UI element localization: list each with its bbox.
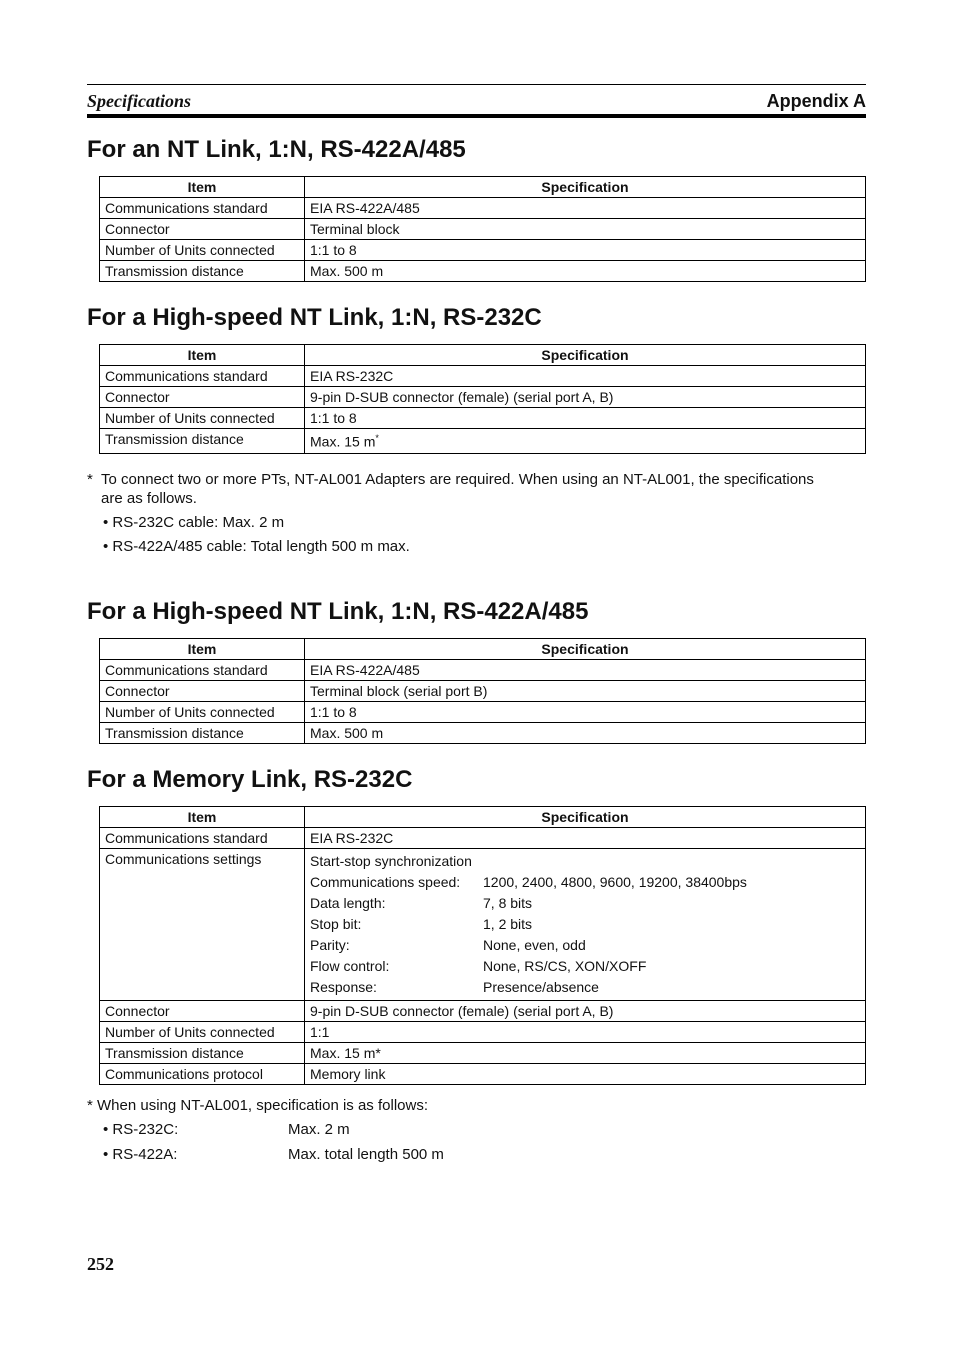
cell-spec: EIA RS-232C xyxy=(305,366,866,387)
table-header-row xyxy=(100,177,866,198)
footnote-marker: * xyxy=(375,433,379,444)
footnote-bullet: • RS-422A/485 cable: Total length 500 m max. xyxy=(103,538,410,555)
settings-value: 7, 8 bits xyxy=(483,895,533,911)
settings-value: Presence/absence xyxy=(483,979,599,995)
cell-item: Number of Units connected xyxy=(100,408,305,429)
spec-table-hs-nt-link-422 xyxy=(99,638,866,744)
cell-spec: 1:1 xyxy=(305,1022,866,1043)
table-row xyxy=(100,849,866,1001)
table-header-row xyxy=(100,807,866,828)
settings-label: Flow control: xyxy=(310,958,390,974)
cell-spec: Max. 500 m xyxy=(305,723,866,744)
cell-item: Communications settings xyxy=(100,849,305,1001)
cell-spec: Max. 500 m xyxy=(305,261,866,282)
cell-spec: EIA RS-422A/485 xyxy=(305,660,866,681)
settings-row xyxy=(310,893,860,914)
footnote-bullet-label: • RS-422A: xyxy=(103,1146,178,1163)
table-row xyxy=(100,408,866,429)
settings-value: None, RS/CS, XON/XOFF xyxy=(483,958,647,974)
footnote-bullet-value: Max. total length 500 m xyxy=(288,1146,444,1163)
cell-spec: 9-pin D-SUB connector (female) (serial port A, B) xyxy=(305,1001,866,1022)
cell-item: Transmission distance xyxy=(100,429,305,454)
settings-label: Parity: xyxy=(310,937,350,953)
settings-row xyxy=(310,872,860,893)
cell-item: Number of Units connected xyxy=(100,240,305,261)
cell-item: Communications standard xyxy=(100,660,305,681)
cell-spec-text: Max. 15 m xyxy=(310,434,376,450)
table-row xyxy=(100,660,866,681)
cell-spec: 1:1 to 8 xyxy=(305,408,866,429)
cell-item: Connector xyxy=(100,387,305,408)
cell-spec: EIA RS-232C xyxy=(305,828,866,849)
spec-table-hs-nt-link-232 xyxy=(99,344,866,454)
table-row xyxy=(100,828,866,849)
settings-sync: Start-stop synchronization xyxy=(310,853,472,869)
settings-label: Data length: xyxy=(310,895,386,911)
settings-value: 1, 2 bits xyxy=(483,916,533,932)
page-header xyxy=(87,84,866,118)
col-header-item: Item xyxy=(100,177,305,198)
table-row xyxy=(100,261,866,282)
col-header-spec: Specification xyxy=(305,807,866,828)
cell-spec: 1:1 to 8 xyxy=(305,240,866,261)
spec-table-nt-link-422 xyxy=(99,176,866,282)
table-row xyxy=(100,1064,866,1085)
table-row xyxy=(100,681,866,702)
table-row xyxy=(100,1043,866,1064)
table-row xyxy=(100,702,866,723)
cell-spec: Terminal block xyxy=(305,219,866,240)
settings-row xyxy=(310,977,860,998)
table-header-row xyxy=(100,345,866,366)
cell-spec: Memory link xyxy=(305,1064,866,1085)
footnote-line-2: are as follows. xyxy=(101,490,197,507)
col-header-item: Item xyxy=(100,345,305,366)
cell-item: Communications protocol xyxy=(100,1064,305,1085)
footnote-bullet-value: Max. 2 m xyxy=(288,1121,350,1138)
col-header-spec: Specification xyxy=(305,639,866,660)
section-title-hs-nt-link-422: For a High-speed NT Link, 1:N, RS-422A/485 xyxy=(87,598,589,625)
table-header-row xyxy=(100,639,866,660)
section-title-nt-link-422: For an NT Link, 1:N, RS-422A/485 xyxy=(87,136,466,163)
col-header-item: Item xyxy=(100,639,305,660)
cell-item: Transmission distance xyxy=(100,1043,305,1064)
cell-item: Transmission distance xyxy=(100,261,305,282)
settings-row xyxy=(310,956,860,977)
header-section-title: Specifications xyxy=(87,91,191,111)
cell-item: Number of Units connected xyxy=(100,1022,305,1043)
footnote-bullet-label: • RS-232C: xyxy=(103,1121,179,1138)
spec-table-memory-link-232 xyxy=(99,806,866,1085)
cell-spec: 9-pin D-SUB connector (female) (serial port A, B) xyxy=(305,387,866,408)
cell-item: Connector xyxy=(100,681,305,702)
settings-row xyxy=(310,914,860,935)
settings-label: Response: xyxy=(310,979,377,995)
col-header-spec: Specification xyxy=(305,177,866,198)
table-row xyxy=(100,219,866,240)
cell-spec: 1:1 to 8 xyxy=(305,702,866,723)
cell-spec: Terminal block (serial port B) xyxy=(305,681,866,702)
cell-spec: Max. 15 m* xyxy=(305,1043,866,1064)
table-row xyxy=(100,429,866,454)
section-title-memory-link-232: For a Memory Link, RS-232C xyxy=(87,766,413,793)
section-title-hs-nt-link-232: For a High-speed NT Link, 1:N, RS-232C xyxy=(87,304,542,331)
cell-item: Connector xyxy=(100,219,305,240)
col-header-spec: Specification xyxy=(305,345,866,366)
header-appendix-label: Appendix A xyxy=(766,91,866,111)
cell-item: Connector xyxy=(100,1001,305,1022)
settings-label: Stop bit: xyxy=(310,916,362,932)
page-number: 252 xyxy=(87,1254,114,1274)
cell-item: Transmission distance xyxy=(100,723,305,744)
cell-spec-settings xyxy=(305,849,866,1001)
cell-spec xyxy=(305,429,866,454)
footnote-bullet: • RS-232C cable: Max. 2 m xyxy=(103,514,285,531)
table-row xyxy=(100,366,866,387)
table-row xyxy=(100,240,866,261)
cell-item: Communications standard xyxy=(100,366,305,387)
settings-label: Communications speed: xyxy=(310,874,461,890)
cell-item: Communications standard xyxy=(100,198,305,219)
footnote-star: * xyxy=(87,471,93,488)
cell-spec: EIA RS-422A/485 xyxy=(305,198,866,219)
settings-row xyxy=(310,935,860,956)
col-header-item: Item xyxy=(100,807,305,828)
settings-value: None, even, odd xyxy=(483,937,586,953)
table-row xyxy=(100,387,866,408)
cell-item: Number of Units connected xyxy=(100,702,305,723)
table-row xyxy=(100,723,866,744)
footnote-memory-link: * When using NT-AL001, specification is as follows: xyxy=(87,1097,428,1114)
table-row xyxy=(100,1001,866,1022)
table-row xyxy=(100,198,866,219)
cell-item: Communications standard xyxy=(100,828,305,849)
table-row xyxy=(100,1022,866,1043)
settings-value: 1200, 2400, 4800, 9600, 19200, 38400bps xyxy=(483,874,747,890)
footnote-line-1: To connect two or more PTs, NT-AL001 Adapters are required. When using an NT-AL001, the specifications xyxy=(101,471,814,488)
